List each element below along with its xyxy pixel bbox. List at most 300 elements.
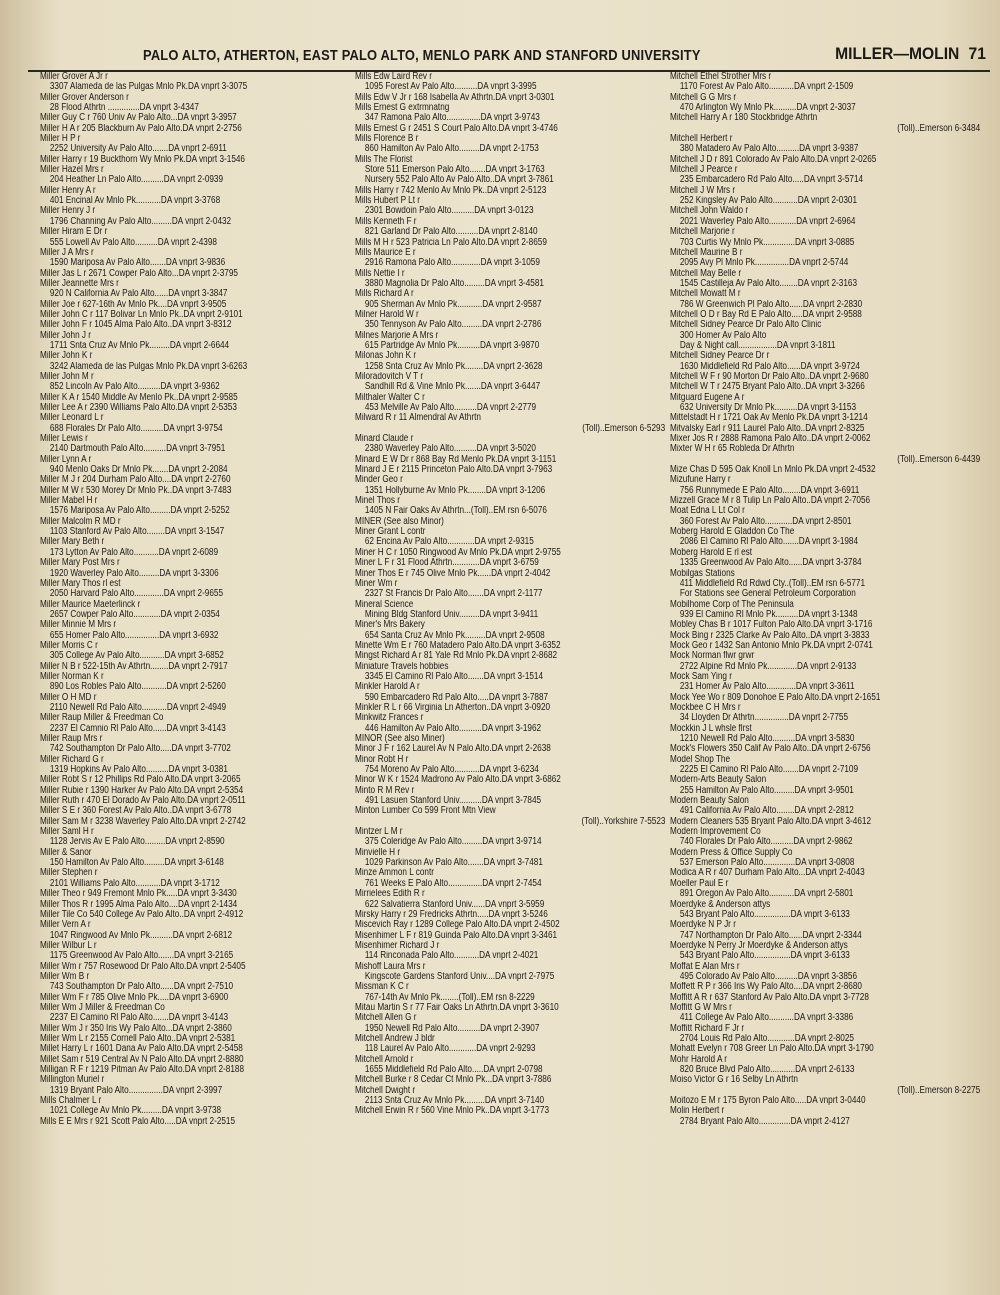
listing-text: 920 N California Av Palo Alto......DA vnprt 3-3847 bbox=[49, 289, 228, 300]
listing-text: Modern Beauty Salon bbox=[670, 796, 749, 807]
listing-address-line bbox=[40, 238, 345, 248]
listing-text: Miller Grover A Jr r bbox=[40, 72, 108, 82]
listing-text: Miller Jeannette Mrs r bbox=[40, 278, 119, 289]
listing-text: 654 Santa Cruz Av Mnlo Pk.........DA vnprt 2-9508 bbox=[364, 630, 545, 641]
listing-address-line bbox=[355, 165, 665, 175]
listing-name-line bbox=[670, 993, 980, 1003]
listing-toll-line bbox=[670, 1086, 980, 1096]
listing-address-line bbox=[355, 227, 665, 237]
listing-address-line bbox=[40, 289, 345, 299]
listing-text: Miller M J r 204 Durham Palo Alto....DA vnprt 2-2760 bbox=[40, 475, 231, 486]
listing-text: 2252 University Av Palo Alto.......DA vnprt 2-6911 bbox=[49, 144, 227, 155]
listing-name-line bbox=[40, 434, 345, 444]
listing-name-line bbox=[355, 982, 665, 992]
listing-text: 2225 El Camino Rl Palo Alto.......DA vnprt 2-7109 bbox=[679, 765, 859, 776]
listing-name-line bbox=[670, 879, 980, 889]
listing-text: (Toll)..Emerson 6-4439 bbox=[897, 454, 980, 465]
listing-name-line bbox=[40, 900, 345, 910]
listing-address-line bbox=[40, 258, 345, 268]
listing-text: Miller John M r bbox=[40, 371, 94, 382]
listing-text: 622 Salvatierra Stanford Univ......DA vnprt 3-5959 bbox=[364, 899, 545, 910]
listing-text: Mitchell J D r 891 Colorado Av Palo Alto.DA vnprt 2-0265 bbox=[670, 154, 877, 165]
listing-name-line bbox=[40, 1024, 345, 1034]
listing-text: Moffitt A R r 637 Stanford Av Palo Alto.DA vnprt 3-7728 bbox=[670, 992, 869, 1003]
listing-text: Miller John F r 1045 Alma Palo Alto..DA vnprt 3-8312 bbox=[40, 320, 232, 331]
listing-address-line bbox=[670, 341, 980, 351]
listing-name-line bbox=[670, 827, 980, 837]
listing-text: Modica A R r 407 Durham Palo Alto...DA vnprt 2-4043 bbox=[670, 868, 865, 879]
listing-address-line bbox=[355, 506, 665, 516]
listing-text: Modern Improvement Co bbox=[670, 827, 761, 838]
listing-text: Miller John C r 117 Bolivar Ln Mnlo Pk..DA vnprt 2-9101 bbox=[40, 309, 243, 320]
listing-name-line bbox=[670, 506, 980, 516]
listing-name-line bbox=[355, 744, 665, 754]
listing-text: 204 Heather Ln Palo Alto..........DA vnprt 2-0939 bbox=[49, 175, 224, 186]
listing-name-line bbox=[40, 641, 345, 651]
listing-text: Miller & Sanor bbox=[40, 847, 92, 858]
listing-text: Miller Vern A r bbox=[40, 920, 91, 931]
listing-text: Miller Lee A r 2390 Williams Palo Alto.DA vnprt 2-5353 bbox=[40, 403, 237, 413]
listing-text: 1950 Newell Rd Palo Alto..........DA vnprt 2-3907 bbox=[364, 1023, 540, 1034]
listing-name-line bbox=[40, 755, 345, 765]
listing-name-line bbox=[40, 972, 345, 982]
listing-text: 495 Colorado Av Palo Alto..........DA vnprt 3-3856 bbox=[679, 971, 858, 982]
listing-text: Mills Harry r 742 Menlo Av Mnlo Pk..DA vnprt 2-5123 bbox=[355, 185, 547, 196]
listing-text: Mills Kenneth F r bbox=[355, 216, 417, 227]
listing-text: 1029 Parkinson Av Palo Alto.......DA vnprt 3-7481 bbox=[364, 858, 543, 869]
listing-text: Miller Wm J Miller & Freedman Co bbox=[40, 1002, 165, 1013]
listing-text: 891 Oregon Av Palo Alto...........DA vnprt 2-5801 bbox=[679, 889, 854, 900]
listing-text: 860 Hamilton Av Palo Alto.........DA vnprt 2-1753 bbox=[364, 144, 539, 155]
listing-name-line bbox=[40, 320, 345, 330]
listing-text: Mills Florence B r bbox=[355, 134, 419, 145]
listing-text: Molin Herbert r bbox=[670, 1106, 725, 1117]
listing-name-line bbox=[40, 786, 345, 796]
listing-name-line bbox=[40, 796, 345, 806]
listing-text: Moffat E Alan Mrs r bbox=[670, 961, 740, 972]
listing-text: 28 Flood Athrtn ..............DA vnprt 3-4347 bbox=[49, 103, 199, 114]
listing-text: Moerdyke N P Jr r bbox=[670, 920, 736, 931]
listing-address-line bbox=[40, 1106, 345, 1116]
listing-column-2 bbox=[355, 72, 665, 1282]
listing-name-line bbox=[670, 775, 980, 785]
listing-name-line bbox=[355, 124, 665, 134]
listing-text: Miller Minnie M Mrs r bbox=[40, 620, 117, 631]
listing-text: Milnes Marjorie A Mrs r bbox=[355, 330, 439, 341]
listing-address-line bbox=[355, 724, 665, 734]
listing-text: Nursery 552 Palo Alto Av Palo Alto..DA vnprt 3-7861 bbox=[364, 175, 554, 186]
listing-text: 1545 Castilleja Av Palo Alto........DA vnprt 2-3163 bbox=[679, 278, 858, 289]
listing-toll-line bbox=[355, 817, 665, 827]
listing-address-line bbox=[670, 889, 980, 899]
listing-address-line bbox=[40, 631, 345, 641]
listing-text: 2237 El Camnio Rl Palo Alto......DA vnprt 3-4143 bbox=[49, 723, 226, 734]
listing-text: Miller Jas L r 2671 Cowper Palo Alto...DA vnprt 2-3795 bbox=[40, 268, 238, 279]
listing-address-line bbox=[670, 1013, 980, 1023]
listing-name-line bbox=[670, 641, 980, 651]
listing-name-line bbox=[355, 827, 665, 837]
listing-address-line bbox=[670, 279, 980, 289]
listing-name-line bbox=[670, 413, 980, 423]
listing-text: Minkler Harold A r bbox=[355, 682, 420, 693]
listing-address-line bbox=[40, 175, 345, 185]
listing-address-line bbox=[40, 1086, 345, 1096]
header-name-range: MILLER—MOLIN bbox=[835, 44, 960, 63]
listing-address-line bbox=[670, 362, 980, 372]
listing-address-line bbox=[670, 517, 980, 527]
listing-name-line bbox=[670, 548, 980, 558]
listing-text: Miner Thos E r 745 Olive Mnlo Pk......DA vnprt 2-4042 bbox=[355, 568, 551, 579]
listing-name-line bbox=[40, 734, 345, 744]
listing-name-line bbox=[40, 413, 345, 423]
listing-text: Miller Rubie r 1390 Harker Av Palo Alto.DA vnprt 2-5354 bbox=[40, 785, 244, 796]
listing-address-line bbox=[670, 196, 980, 206]
listing-name-line bbox=[40, 1096, 345, 1106]
listing-name-line bbox=[355, 889, 665, 899]
listing-text: Moitozo E M r 175 Byron Palo Alto.....DA vnprt 3-0440 bbox=[670, 1096, 866, 1107]
listing-text: Minor Robt H r bbox=[355, 754, 409, 765]
listing-text: Mitchell Dwight r bbox=[355, 1085, 416, 1096]
listing-name-line bbox=[40, 206, 345, 216]
listing-text: 2113 Snta Cruz Av Mnlo Pk.........DA vnprt 3-7140 bbox=[364, 1096, 545, 1107]
listing-address-line bbox=[355, 796, 665, 806]
listing-text: 754 Moreno Av Palo Alto...........DA vnprt 3-6234 bbox=[364, 765, 539, 776]
listing-address-line bbox=[670, 589, 980, 599]
listing-name-line bbox=[40, 827, 345, 837]
listing-text: Miller Robt S r 12 Phillips Rd Palo Alto.DA vnprt 3-2065 bbox=[40, 775, 241, 786]
listing-text: 2086 El Camino Rl Palo Alto.......DA vnprt 3-1984 bbox=[679, 537, 859, 548]
listing-address-line bbox=[40, 196, 345, 206]
listing-name-line bbox=[670, 962, 980, 972]
listing-text: 2916 Ramona Palo Alto.............DA vnprt 3-1059 bbox=[364, 258, 540, 269]
listing-name-line bbox=[670, 434, 980, 444]
listing-text: Mills Chalmer L r bbox=[40, 1096, 102, 1107]
listing-name-line bbox=[355, 186, 665, 196]
listing-text: 3307 Alameda de las Pulgas Mnlo Pk.DA vnprt 3-3075 bbox=[49, 82, 248, 93]
listing-text: 2722 Alpine Rd Mnlo Pk.............DA vnprt 2-9133 bbox=[679, 661, 857, 672]
listing-text: 411 Middlefield Rd Rdwd Cty..(Toll)..EM rsn 6-5771 bbox=[679, 578, 866, 589]
listing-text: Mitchell Ethel Strother Mrs r bbox=[670, 72, 772, 82]
listing-text: Miller Grover Anderson r bbox=[40, 92, 129, 103]
listing-address-line bbox=[670, 765, 980, 775]
listing-address-line bbox=[355, 1096, 665, 1106]
listing-text: Missman K C r bbox=[355, 982, 409, 993]
listing-text: Mitchell Arnold r bbox=[355, 1054, 414, 1065]
listing-name-line bbox=[670, 382, 980, 392]
listing-text: Miller Henry J r bbox=[40, 206, 96, 217]
listing-text: Mohatt Evelyn r 708 Greer Ln Palo Alto.DA vnprt 3-1790 bbox=[670, 1044, 874, 1055]
listing-name-line bbox=[670, 569, 980, 579]
listing-text: Miller Harry r 19 Buckthorn Wy Mnlo Pk.DA vnprt 3-1546 bbox=[40, 154, 245, 165]
listing-name-line bbox=[355, 962, 665, 972]
listing-name-line bbox=[670, 475, 980, 485]
listing-address-line bbox=[670, 662, 980, 672]
listing-address-line bbox=[355, 206, 665, 216]
listing-name-line bbox=[355, 72, 665, 82]
listing-name-line bbox=[40, 134, 345, 144]
listing-text: Mills Maurice E r bbox=[355, 247, 416, 258]
listing-text: 34 Lloyden Dr Athrtn...............DA vnprt 2-7755 bbox=[679, 713, 849, 724]
listing-name-line bbox=[355, 351, 665, 361]
listing-text: Miller Mary Beth r bbox=[40, 537, 105, 548]
listing-text: Mitchell Allen G r bbox=[355, 1013, 417, 1024]
listing-address-line bbox=[40, 610, 345, 620]
listing-address-line bbox=[40, 465, 345, 475]
listing-text: Mitchell J W Mrs r bbox=[670, 185, 736, 196]
listing-text: Mills Edw V Jr r 168 Isabella Av Athrtn.DA vnprt 3-0301 bbox=[355, 92, 555, 103]
listing-name-line bbox=[355, 1075, 665, 1085]
listing-text: Moberg Harold E rl est bbox=[670, 547, 753, 558]
listing-text: Miller Mabel H r bbox=[40, 496, 98, 507]
listing-name-line bbox=[670, 113, 980, 123]
listing-name-line bbox=[355, 527, 665, 537]
listing-address-line bbox=[670, 610, 980, 620]
listing-toll-line bbox=[670, 455, 980, 465]
listing-text: Mills E E Mrs r 921 Scott Palo Alto.....DA vnprt 2-2515 bbox=[40, 1116, 236, 1127]
listing-address-line bbox=[670, 331, 980, 341]
listing-text: Moffitt Richard F Jr r bbox=[670, 1023, 745, 1034]
listing-text: Mitchell Sidney Pearce Dr Palo Alto Clinic bbox=[670, 320, 822, 331]
listing-text: Miller Wm J r 350 Iris Wy Palo Alto...DA vnprt 2-3860 bbox=[40, 1023, 232, 1034]
listing-name-line bbox=[40, 300, 345, 310]
listing-name-line bbox=[355, 806, 665, 816]
listing-text: Minel Thos r bbox=[355, 496, 400, 507]
listing-name-line bbox=[355, 465, 665, 475]
listing-name-line bbox=[40, 165, 345, 175]
listing-text: Mills Ernest G extrmnatng bbox=[355, 103, 450, 114]
listing-text: Minard Claude r bbox=[355, 434, 414, 445]
listing-text: Miller Wilbur L r bbox=[40, 940, 97, 951]
listing-text: MINOR (See also Miner) bbox=[355, 734, 445, 744]
listing-name-line bbox=[40, 713, 345, 723]
listing-text: Mockbee C H Mrs r bbox=[670, 702, 741, 713]
listing-name-line bbox=[670, 620, 980, 630]
listing-text: 1095 Forest Av Palo Alto..........DA vnprt 3-3995 bbox=[364, 82, 537, 93]
listing-text: 1210 Newell Rd Palo Alto..........DA vnprt 3-5830 bbox=[679, 734, 855, 744]
listing-text: 786 W Greenwich Pl Palo Alto......DA vnprt 2-2830 bbox=[679, 299, 863, 310]
listing-text: 688 Florales Dr Palo Alto..........DA vnprt 3-9754 bbox=[49, 423, 223, 434]
listing-text: Miller Raup Mrs r bbox=[40, 734, 103, 744]
listing-text: Miloradovitch V T r bbox=[355, 371, 424, 382]
listing-text: 1258 Snta Cruz Av Mnlo Pk........DA vnprt 2-3628 bbox=[364, 361, 543, 372]
listing-text: Misenhimer L F r 819 Guinda Palo Alto.DA vnprt 3-3461 bbox=[355, 930, 558, 941]
listing-text: Mixter W H r 65 Robleda Dr Athrtn bbox=[670, 444, 795, 455]
listing-text: Miller Lynn A r bbox=[40, 454, 92, 465]
listing-text: Miner Wm r bbox=[355, 578, 398, 589]
listing-text: Day & Night call.................DA vnprt 3-1811 bbox=[679, 340, 836, 351]
listing-text: 150 Hamilton Av Palo Alto.........DA vnprt 3-6148 bbox=[49, 858, 224, 869]
listing-text: Miller Sam M r 3238 Waverley Palo Alto.DA vnprt 2-2742 bbox=[40, 816, 246, 827]
listing-text: 252 Kingsley Av Palo Alto...........DA vnprt 2-0301 bbox=[679, 196, 858, 207]
listing-text: Mills Ernest G r 2451 S Court Palo Alto.DA vnprt 3-4746 bbox=[355, 123, 558, 134]
listing-address-line bbox=[355, 693, 665, 703]
listing-name-line bbox=[40, 403, 345, 413]
listing-text: Moffett R P r 366 Iris Wy Palo Alto....DA vnprt 2-8680 bbox=[670, 982, 862, 993]
listing-name-line bbox=[355, 931, 665, 941]
listing-text: Mixer Jos R r 2888 Ramona Palo Alto..DA vnprt 2-0062 bbox=[670, 434, 871, 445]
listing-address-line bbox=[355, 486, 665, 496]
listing-text: Miller Wm B r bbox=[40, 971, 90, 982]
listing-text: (Toll)..Emerson 6-5293 bbox=[582, 423, 665, 434]
listing-toll-line bbox=[670, 124, 980, 134]
listing-text: 1170 Forest Av Palo Alto...........DA vnprt 2-1509 bbox=[679, 82, 854, 93]
listing-text: Mills Edw Laird Rev r bbox=[355, 72, 433, 82]
listing-name-line bbox=[355, 496, 665, 506]
listing-name-line bbox=[670, 982, 980, 992]
listing-name-line bbox=[40, 1034, 345, 1044]
listing-text: Mitchell Sidney Pearce Dr r bbox=[670, 351, 770, 362]
listing-name-line bbox=[40, 600, 345, 610]
listing-address-line bbox=[40, 144, 345, 154]
listing-text: Miller Mary Thos rl est bbox=[40, 578, 121, 589]
listing-text: Miller Malcolm R MD r bbox=[40, 516, 121, 527]
listing-text: Mitchell Burke r 8 Cedar Ct Mnlo Pk...DA vnprt 3-7886 bbox=[355, 1075, 552, 1086]
listing-text: Mitchell Harry A r 180 Stockbridge Athrtn bbox=[670, 113, 818, 124]
listing-address-line bbox=[40, 931, 345, 941]
listing-name-line bbox=[355, 755, 665, 765]
listing-address-line bbox=[670, 972, 980, 982]
listing-name-line bbox=[40, 775, 345, 785]
listing-text: Mitchell Mowatt M r bbox=[670, 289, 741, 300]
listing-text: Moeller Paul E r bbox=[670, 878, 729, 889]
listing-text: Modern Press & Office Supply Co bbox=[670, 847, 793, 858]
listing-text: 1405 N Fair Oaks Av Athrtn...(Toll)..EM rsn 6-5076 bbox=[364, 506, 547, 517]
listing-address-line bbox=[355, 320, 665, 330]
listing-name-line bbox=[40, 579, 345, 589]
listing-text: 173 Lytton Av Palo Alto...........DA vnprt 2-6089 bbox=[49, 547, 219, 558]
listing-text: 446 Hamilton Av Palo Alto..........DA vnprt 3-1962 bbox=[364, 723, 542, 734]
listing-text: Mock Norman flwr grwr bbox=[670, 651, 755, 662]
listing-text: 615 Partridge Av Mnlo Pk..........DA vnprt 3-9870 bbox=[364, 340, 540, 351]
listing-text: 3242 Alameda de las Pulgas Mnlo Pk.DA vnprt 3-6263 bbox=[49, 361, 248, 372]
listing-text: Mills Hubert P Lt r bbox=[355, 196, 421, 207]
listing-name-line bbox=[40, 227, 345, 237]
listing-name-line bbox=[670, 227, 980, 237]
listing-name-line bbox=[40, 113, 345, 123]
listing-address-line bbox=[40, 1013, 345, 1023]
listing-name-line bbox=[40, 620, 345, 630]
listing-text: Miller Guy C r 760 Univ Av Palo Alto...DA vnprt 3-3957 bbox=[40, 113, 237, 124]
listing-address-line bbox=[355, 537, 665, 547]
listing-text: Miller Tile Co 540 College Av Palo Alto..DA vnprt 2-4912 bbox=[40, 909, 244, 920]
listing-address-line bbox=[670, 217, 980, 227]
listing-text: Minze Ammon L contr bbox=[355, 868, 435, 879]
listing-name-line bbox=[670, 1106, 980, 1116]
listing-name-line bbox=[355, 548, 665, 558]
listing-name-line bbox=[355, 641, 665, 651]
listing-name-line bbox=[670, 248, 980, 258]
listing-text: 2110 Newell Rd Palo Alto...........DA vnprt 2-4949 bbox=[49, 702, 227, 713]
listing-text: Mittelstadt H r 1721 Oak Av Menlo Pk.DA vnprt 3-1214 bbox=[670, 413, 868, 424]
listing-column-1 bbox=[40, 72, 345, 1282]
listing-text: 852 Lincoln Av Palo Alto..........DA vnprt 3-9362 bbox=[49, 382, 220, 393]
listing-text: Mirsky Harry r 29 Fredricks Athrtn.....DA vnprt 3-5246 bbox=[355, 909, 548, 920]
listing-address-line bbox=[355, 382, 665, 392]
listing-text: Miller John K r bbox=[40, 351, 93, 362]
listing-text: 821 Garland Dr Palo Alto..........DA vnprt 2-8140 bbox=[364, 227, 538, 238]
listing-address-line bbox=[670, 82, 980, 92]
listing-text: 1175 Greenwood Av Palo Alto.......DA vnprt 3-2165 bbox=[49, 951, 234, 962]
listing-name-line bbox=[40, 248, 345, 258]
listing-text: 1576 Mariposa Av Palo Alto.........DA vnprt 2-5252 bbox=[49, 506, 230, 517]
listing-text: Mintzer L M r bbox=[355, 827, 403, 838]
listing-name-line bbox=[40, 1044, 345, 1054]
listing-address-line bbox=[40, 527, 345, 537]
listing-address-line bbox=[40, 589, 345, 599]
listing-text: Moiso Victor G r 16 Selby Ln Athrtn bbox=[670, 1075, 798, 1086]
listing-text: 1796 Channing Av Palo Alto.........DA vnprt 2-0432 bbox=[49, 216, 232, 227]
listing-text: Miller Wm r 757 Rosewood Dr Palo Alto.DA vnprt 2-5405 bbox=[40, 961, 246, 972]
listing-text: 905 Sherman Av Mnlo Pk...........DA vnprt 2-9587 bbox=[364, 299, 542, 310]
listing-text: Minto R M Rev r bbox=[355, 785, 415, 796]
listing-text: Mitguard Eugene A r bbox=[670, 392, 745, 403]
listing-name-line bbox=[355, 941, 665, 951]
listing-address-line bbox=[355, 82, 665, 92]
listing-name-line bbox=[355, 1055, 665, 1065]
listing-address-line bbox=[40, 362, 345, 372]
listing-text: Kingscote Gardens Stanford Univ....DA vnprt 2-7975 bbox=[364, 971, 555, 982]
listing-text: Miller K A r 1540 Middle Av Menlo Pk..DA vnprt 2-9585 bbox=[40, 392, 238, 403]
listing-text: Miller Hazel Mrs r bbox=[40, 165, 104, 176]
listing-address-line bbox=[355, 362, 665, 372]
listing-text: Milligan R F r 1219 Pitman Av Palo Alto.DA vnprt 2-8188 bbox=[40, 1065, 245, 1075]
listing-name-line bbox=[355, 775, 665, 785]
listing-text: 703 Curtis Wy Mnlo Pk..............DA vnprt 3-0885 bbox=[679, 237, 855, 248]
listing-name-line bbox=[355, 734, 665, 744]
listing-text: Milonas John K r bbox=[355, 351, 417, 362]
listing-name-line bbox=[670, 444, 980, 454]
listing-text: 543 Bryant Palo Alto................DA vnprt 3-6133 bbox=[679, 909, 850, 920]
listing-name-line bbox=[40, 155, 345, 165]
listing-text: Mills Nettie I r bbox=[355, 268, 405, 279]
listing-text: Moerdyke & Anderson attys bbox=[670, 899, 771, 910]
listing-text: 1630 Middlefield Rd Palo Alto......DA vnprt 3-9724 bbox=[679, 361, 860, 372]
listing-address-line bbox=[670, 682, 980, 692]
listing-text: Miller Leonard L r bbox=[40, 413, 104, 424]
listing-address-line bbox=[40, 424, 345, 434]
listing-text: Miller Wm L r 2155 Cornell Palo Alto..DA vnprt 2-5381 bbox=[40, 1033, 236, 1044]
listing-text: Miller H A r 205 Blackburn Av Palo Alto.DA vnprt 2-2756 bbox=[40, 123, 242, 134]
listing-text: 380 Matadero Av Palo Alto..........DA vnprt 3-9387 bbox=[679, 144, 859, 155]
listing-text: Mitchell J Pearce r bbox=[670, 165, 738, 176]
listing-name-line bbox=[355, 620, 665, 630]
listing-text: Moffitt G W Mrs r bbox=[670, 1002, 732, 1013]
listing-name-line bbox=[355, 920, 665, 930]
listing-name-line bbox=[40, 279, 345, 289]
listing-text: 2784 Bryant Palo Alto..............DA vnprt 2-4127 bbox=[679, 1116, 850, 1127]
listing-address-line bbox=[355, 837, 665, 847]
listing-text: 2237 El Camino Rl Palo Alto.......DA vnprt 3-4143 bbox=[49, 1013, 229, 1024]
listing-text: Mobley Chas B r 1017 Fulton Palo Alto.DA vnprt 3-1716 bbox=[670, 620, 873, 631]
listing-address-line bbox=[355, 144, 665, 154]
listing-text: 3880 Magnolia Dr Palo Alto.........DA vnprt 3-4581 bbox=[364, 278, 544, 289]
listing-text: 300 Homer Av Palo Alto bbox=[679, 330, 767, 341]
listing-text: 411 College Av Palo Alto...........DA vnprt 3-3386 bbox=[679, 1013, 854, 1024]
listing-text: Mining Bldg Stanford Univ.........DA vnprt 3-9411 bbox=[364, 609, 539, 620]
listing-text: 543 Bryant Palo Alto................DA vnprt 3-6133 bbox=[679, 951, 850, 962]
listing-address-line bbox=[670, 1065, 980, 1075]
listing-address-line bbox=[40, 765, 345, 775]
listing-text: Mizufune Harry r bbox=[670, 475, 731, 486]
listing-text: 820 Bruce Blvd Palo Alto...........DA vnprt 2-6133 bbox=[679, 1065, 855, 1075]
listing-name-line bbox=[670, 134, 980, 144]
listing-text: Miller John J r bbox=[40, 330, 92, 341]
listing-text: Miller Thos R r 1995 Alma Palo Alto....DA vnprt 2-1434 bbox=[40, 899, 238, 910]
listing-address-line bbox=[670, 144, 980, 154]
listing-name-line bbox=[40, 672, 345, 682]
listing-text: Miller N B r 522-15th Av Athrtn........DA vnprt 2-7917 bbox=[40, 661, 228, 672]
listing-name-line bbox=[670, 320, 980, 330]
